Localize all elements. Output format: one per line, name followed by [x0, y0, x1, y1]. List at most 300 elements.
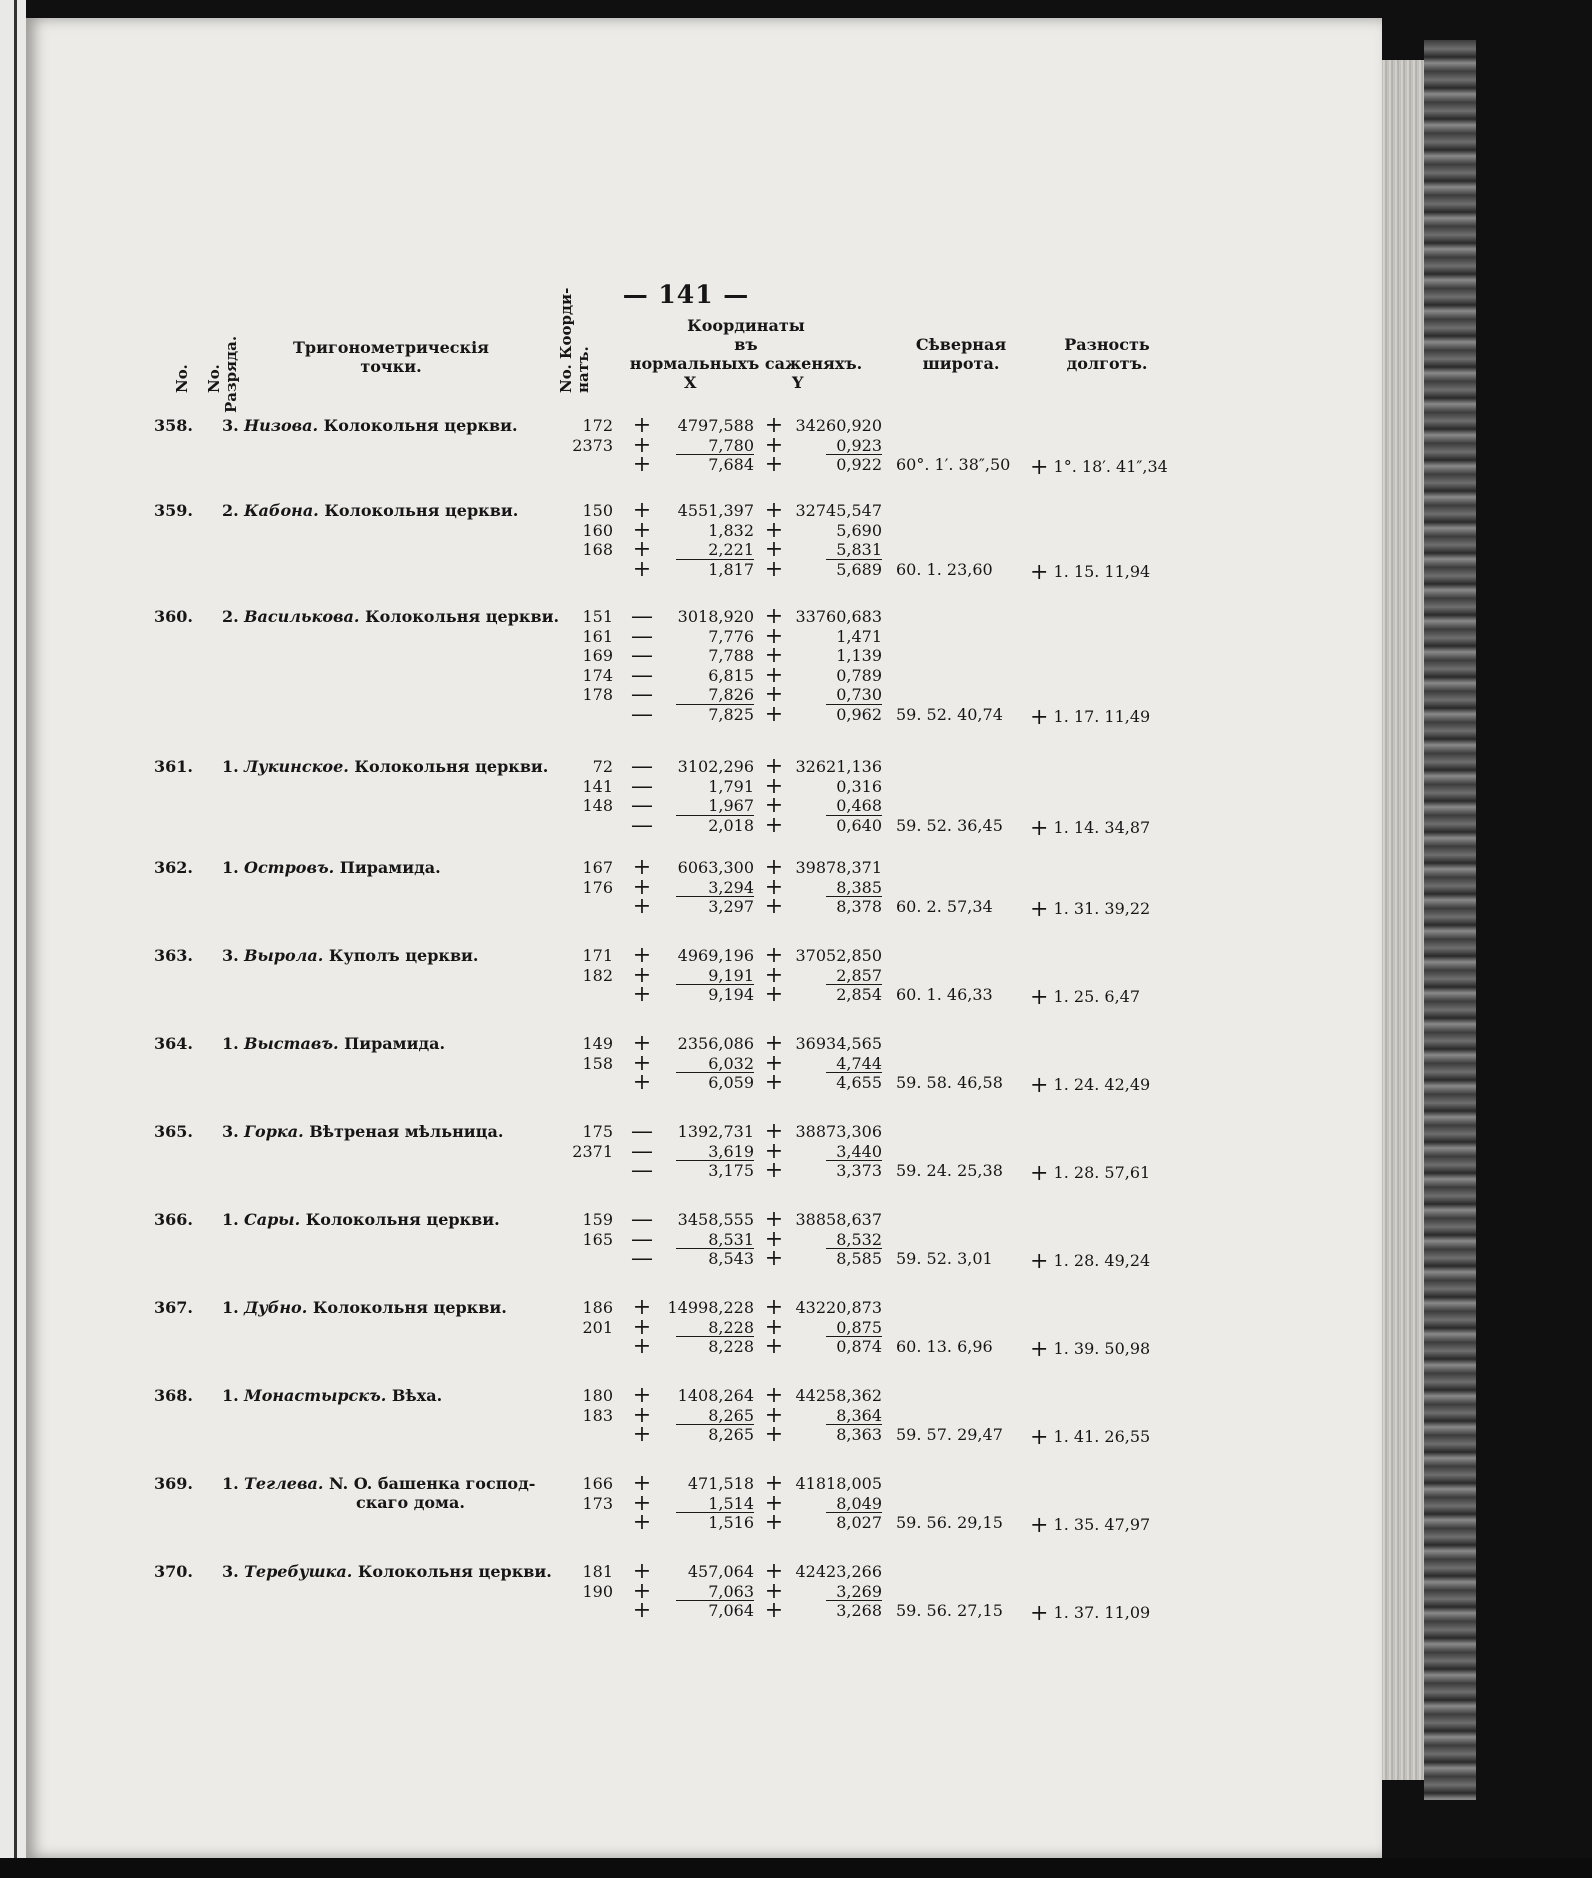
x-sign: + [632, 894, 652, 919]
table-row [26, 1383, 1382, 1466]
entry-longitude [1030, 1249, 1170, 1274]
x-value: 3018,920 [677, 607, 754, 626]
entry-latitude: 59. 52. 40,74 [896, 704, 1003, 724]
entry-x-signs [630, 413, 654, 477]
entry-point-name [244, 1562, 564, 1600]
entry-y-values [788, 416, 882, 475]
entry-y-signs [762, 943, 786, 1007]
entry-y-signs [762, 498, 786, 582]
y-sign: + [764, 1471, 784, 1496]
coord-ref: 158 [582, 1053, 613, 1073]
entry-number: 358. [154, 416, 193, 435]
coord-ref [561, 985, 613, 1005]
entry-object-cont [244, 965, 356, 984]
x-sign: + [632, 413, 652, 438]
previous-page-edge [0, 0, 26, 1878]
x-value: 4551,397 [677, 501, 754, 520]
header-rank: Разряда. [222, 335, 240, 413]
entry-x-signs [630, 1559, 654, 1623]
y-sum-rule [826, 815, 882, 816]
entry-longitude [1030, 1161, 1170, 1186]
coord-ref: 182 [582, 965, 613, 985]
y-value: 0,922 [836, 455, 882, 474]
header-rank-a: No. [205, 364, 223, 393]
y-sign: + [764, 701, 784, 727]
y-sign: + [764, 556, 784, 582]
header-coords [616, 316, 876, 392]
coord-ref: 167 [582, 858, 613, 877]
entry-object-cont [244, 626, 356, 645]
x-value: 1,967 [708, 796, 754, 815]
y-value: 8,585 [836, 1249, 882, 1268]
entry-x-signs [630, 1295, 654, 1359]
x-value: 6,032 [708, 1053, 754, 1073]
x-sum-rule [676, 559, 754, 560]
x-sign: + [632, 517, 652, 543]
header-latitude [896, 335, 1026, 373]
x-sign: — [631, 682, 653, 707]
y-value: 44258,362 [795, 1386, 882, 1405]
entry-number: 360. [154, 607, 193, 626]
longitude-sign: + [1030, 897, 1049, 922]
longitude-value: 1. 37. 11,09 [1053, 1603, 1151, 1622]
entry-object-cont [244, 1405, 356, 1424]
scan-bottom-band [0, 1858, 1592, 1878]
longitude-value: 1. 14. 34,87 [1053, 817, 1151, 837]
longitude-value: 1. 28. 57,61 [1053, 1163, 1151, 1182]
y-sign: + [764, 604, 784, 629]
coord-ref: 149 [582, 1034, 613, 1053]
entry-x-signs [630, 1031, 654, 1095]
entry-x-values [658, 1122, 754, 1181]
y-value: 8,364 [836, 1405, 882, 1425]
entry-coord-refs [561, 1298, 613, 1357]
entry-longitude [1030, 1513, 1170, 1538]
y-value: 2,857 [836, 965, 882, 985]
entry-x-values [658, 1298, 754, 1357]
y-sign: + [764, 1559, 784, 1584]
x-sign: + [632, 874, 652, 900]
entry-y-values [788, 1210, 882, 1269]
entry-x-signs [630, 1119, 654, 1183]
entry-x-values [658, 1386, 754, 1445]
x-sign: — [631, 754, 653, 779]
coord-ref [561, 560, 613, 580]
entry-x-signs [630, 1383, 654, 1447]
entry-y-signs [762, 604, 786, 727]
y-sign: + [764, 682, 784, 707]
x-sign: + [632, 982, 652, 1007]
coord-ref: 151 [582, 607, 613, 626]
entry-number: 368. [154, 1386, 193, 1405]
x-sign: + [632, 1559, 652, 1584]
x-value: 1,516 [708, 1513, 754, 1532]
coord-ref [561, 705, 613, 725]
entry-y-signs [762, 855, 786, 919]
x-value: 6,059 [708, 1073, 754, 1092]
entry-place: Теребушка. [244, 1562, 353, 1581]
entry-latitude: 59. 57. 29,47 [896, 1425, 1003, 1444]
x-sign: — [631, 812, 653, 838]
table-row [26, 1119, 1382, 1202]
entry-y-signs [762, 1471, 786, 1535]
entry-point-name [244, 1122, 564, 1160]
y-value: 32745,547 [795, 501, 882, 520]
table-row [26, 604, 1382, 730]
table-row [26, 1295, 1382, 1378]
table-row [26, 1031, 1382, 1114]
x-value: 1,817 [708, 559, 754, 579]
entry-object: Куполъ церкви. [328, 946, 479, 965]
y-value: 4,744 [836, 1053, 882, 1073]
longitude-value: 1. 28. 49,24 [1053, 1251, 1151, 1270]
x-value: 7,064 [708, 1601, 754, 1620]
y-sign: + [764, 498, 784, 523]
x-value: 2356,086 [677, 1034, 754, 1053]
coord-ref: 181 [582, 1562, 613, 1581]
entry-object-cont [244, 1581, 356, 1600]
header-points [276, 338, 506, 376]
entry-object: N. O. башенка господ- [329, 1474, 536, 1493]
header-latitude-line2: широта. [922, 354, 1000, 373]
coord-ref [561, 455, 613, 475]
entry-longitude [1030, 1337, 1170, 1362]
coord-ref: 2371 [572, 1141, 613, 1161]
longitude-value: 1. 24. 42,49 [1053, 1075, 1151, 1094]
longitude-sign: + [1030, 455, 1049, 480]
y-value: 8,049 [836, 1493, 882, 1513]
y-sign: + [764, 1207, 784, 1232]
entry-place: Кабона. [244, 501, 319, 520]
y-value: 3,373 [836, 1161, 882, 1180]
y-value: 42423,266 [795, 1562, 882, 1581]
entry-object: Колокольня церкви. [323, 416, 518, 435]
entry-y-signs [762, 1031, 786, 1095]
entry-point-name [244, 501, 564, 539]
table-row [26, 754, 1382, 841]
x-sum-rule [676, 1160, 754, 1161]
y-value: 1,471 [836, 626, 882, 646]
coord-ref: 183 [582, 1405, 613, 1425]
entry-y-signs [762, 754, 786, 838]
x-sign: + [632, 855, 652, 880]
x-sign: + [632, 556, 652, 582]
x-value: 1408,264 [677, 1386, 754, 1405]
entry-rank: 1. [222, 1298, 239, 1317]
entry-object: Вѣтреная мѣльница. [309, 1122, 504, 1141]
y-value: 0,730 [836, 685, 882, 704]
entry-point-name [244, 1474, 564, 1512]
x-value: 1392,731 [677, 1122, 754, 1141]
longitude-value: 1. 35. 47,97 [1053, 1515, 1151, 1534]
entry-point-name [244, 416, 564, 454]
longitude-value: 1. 39. 50,98 [1053, 1339, 1151, 1358]
entry-place: Монастырскъ. [244, 1386, 387, 1405]
entry-object-cont [244, 1141, 356, 1160]
y-value: 41818,005 [795, 1474, 882, 1493]
entry-rank: 3. [222, 416, 239, 435]
longitude-sign: + [1030, 815, 1049, 841]
x-value: 7,684 [708, 455, 754, 474]
y-sign: + [764, 432, 784, 458]
y-sign: + [764, 982, 784, 1007]
x-sign: + [632, 962, 652, 988]
y-value: 3,440 [836, 1141, 882, 1161]
x-sign: — [631, 643, 653, 668]
header-longitude [1042, 335, 1172, 373]
entry-longitude [1030, 705, 1170, 730]
entry-number: 370. [154, 1562, 193, 1581]
y-sign: + [764, 855, 784, 880]
table-row [26, 1471, 1382, 1554]
entry-x-values [658, 757, 754, 835]
entry-latitude: 59. 58. 46,58 [896, 1073, 1003, 1092]
entry-rank: 2. [222, 501, 239, 520]
y-sign: + [764, 1226, 784, 1252]
entry-y-signs [762, 1383, 786, 1447]
longitude-sign: + [1030, 1249, 1049, 1274]
entry-number: 362. [154, 858, 193, 877]
y-sign: + [764, 1295, 784, 1320]
longitude-sign: + [1030, 1073, 1049, 1098]
entry-x-values [658, 501, 754, 579]
y-value: 5,831 [836, 540, 882, 559]
coord-ref: 161 [582, 626, 613, 646]
entry-point-name [244, 1386, 564, 1424]
y-sign: + [764, 773, 784, 799]
longitude-sign: + [1030, 704, 1049, 730]
y-sign: + [764, 1050, 784, 1076]
y-value: 33760,683 [795, 607, 882, 626]
coord-ref: 190 [582, 1581, 613, 1601]
coord-ref: 150 [582, 501, 613, 520]
entry-object-cont [244, 520, 356, 539]
entry-rank: 1. [222, 1386, 239, 1405]
entry-object: Колокольня церкви. [305, 1210, 500, 1229]
entry-object-cont [244, 435, 356, 454]
x-sign: — [631, 1138, 653, 1164]
y-value: 0,640 [836, 815, 882, 835]
x-value: 1,791 [708, 776, 754, 796]
header-coords-line3: нормальныхъ саженяхъ. [629, 354, 863, 373]
y-value: 0,874 [836, 1337, 882, 1356]
x-value: 3,297 [708, 897, 754, 916]
entry-point-name [244, 946, 564, 984]
coord-ref: 174 [582, 665, 613, 685]
entry-place: Вырола. [244, 946, 324, 965]
y-sign: + [764, 1314, 784, 1340]
entry-x-values [658, 1562, 754, 1621]
x-sign: + [632, 1402, 652, 1428]
entry-y-values [788, 1474, 882, 1533]
table-row [26, 1559, 1382, 1642]
y-sign: + [764, 413, 784, 438]
x-sum-rule [676, 815, 754, 816]
coord-ref [561, 1425, 613, 1445]
coord-ref: 2373 [572, 435, 613, 455]
entry-object: Колокольня церкви. [312, 1298, 507, 1317]
entry-x-values [658, 946, 754, 1005]
entry-longitude [1030, 816, 1170, 841]
entry-y-values [788, 946, 882, 1005]
y-value: 36934,565 [795, 1034, 882, 1053]
entry-x-values [658, 416, 754, 475]
header-coord-no: No. Коорди- [557, 287, 575, 393]
coord-ref: 165 [582, 1229, 613, 1249]
y-sign: + [764, 754, 784, 779]
x-sign: — [631, 604, 653, 629]
entry-latitude: 59. 52. 36,45 [896, 815, 1003, 835]
header-latitude-line1: Сѣверная [915, 335, 1007, 354]
coord-ref: 160 [582, 520, 613, 540]
coord-ref: 180 [582, 1386, 613, 1405]
y-value: 38873,306 [795, 1122, 882, 1141]
longitude-sign: + [1030, 1601, 1049, 1626]
y-value: 1,139 [836, 646, 882, 665]
x-value: 3458,555 [677, 1210, 754, 1229]
y-value: 8,027 [836, 1513, 882, 1532]
entry-y-values [788, 757, 882, 835]
x-value: 9,191 [708, 965, 754, 985]
entry-number: 366. [154, 1210, 193, 1229]
entry-longitude [1030, 1073, 1170, 1098]
y-sign: + [764, 623, 784, 649]
y-value: 4,655 [836, 1073, 882, 1092]
x-value: 7,788 [708, 646, 754, 665]
x-sum-rule [676, 1336, 754, 1337]
x-sign: + [632, 1383, 652, 1408]
x-value: 471,518 [687, 1474, 754, 1493]
entry-number: 364. [154, 1034, 193, 1053]
y-value: 0,875 [836, 1317, 882, 1337]
y-value: 37052,850 [795, 946, 882, 965]
entry-coord-refs [561, 858, 613, 917]
x-value: 7,776 [708, 626, 754, 646]
entry-y-signs [762, 1207, 786, 1271]
entry-rank: 1. [222, 1210, 239, 1229]
y-value: 0,962 [836, 704, 882, 724]
y-sign: + [764, 1070, 784, 1095]
y-sign: + [764, 943, 784, 968]
y-sign: + [764, 1510, 784, 1535]
x-sign: + [632, 1510, 652, 1535]
table-row [26, 1207, 1382, 1290]
entry-number: 361. [154, 757, 193, 776]
header-points-line2: точки. [360, 357, 422, 376]
longitude-value: 1. 31. 39,22 [1053, 899, 1151, 918]
entry-x-values [658, 1034, 754, 1093]
x-value: 8,265 [708, 1425, 754, 1444]
entry-y-values [788, 501, 882, 579]
y-value: 3,269 [836, 1581, 882, 1601]
x-value: 4969,196 [677, 946, 754, 965]
longitude-sign: + [1030, 1513, 1049, 1538]
entry-object: Колокольня церкви. [354, 757, 549, 776]
y-sign: + [764, 1334, 784, 1359]
x-value: 1,514 [708, 1493, 754, 1513]
entry-y-signs [762, 1559, 786, 1623]
y-sign: + [764, 1158, 784, 1183]
coord-ref: 176 [582, 877, 613, 897]
x-sign: + [632, 452, 652, 477]
entry-y-signs [762, 413, 786, 477]
longitude-value: 1. 41. 26,55 [1053, 1427, 1151, 1446]
longitude-value: 1. 25. 6,47 [1053, 987, 1141, 1006]
entry-place: Островъ. [244, 858, 335, 877]
entry-object: Колокольня церкви. [357, 1562, 552, 1581]
y-sign: + [764, 1402, 784, 1428]
entry-place: Лукинское. [244, 757, 349, 776]
x-sign: — [631, 662, 653, 688]
longitude-sign: + [1030, 559, 1049, 585]
header-longitude-line2: долготъ. [1066, 354, 1148, 373]
page-block-edge [1382, 60, 1424, 1780]
y-value: 0,316 [836, 776, 882, 796]
coord-ref: 166 [582, 1474, 613, 1493]
entry-object-cont: скаго дома. [356, 1493, 465, 1512]
x-sign: — [631, 1119, 653, 1144]
y-sum-rule [826, 454, 882, 455]
x-value: 8,228 [708, 1317, 754, 1337]
coord-ref: 201 [582, 1317, 613, 1337]
entry-x-signs [630, 943, 654, 1007]
entry-place: Горка. [244, 1122, 304, 1141]
entry-longitude [1030, 985, 1170, 1010]
coord-ref [561, 1601, 613, 1621]
y-sum-rule [826, 704, 882, 705]
x-sum-rule [676, 1600, 754, 1601]
x-value: 8,531 [708, 1229, 754, 1249]
y-sign: + [764, 1383, 784, 1408]
x-sign: — [631, 1158, 653, 1183]
entry-coord-refs [561, 757, 613, 835]
y-sign: + [764, 1119, 784, 1144]
entry-y-values [788, 1034, 882, 1093]
entry-object: Вѣха. [391, 1386, 443, 1405]
longitude-value: 1. 15. 11,94 [1053, 561, 1151, 581]
entry-longitude [1030, 455, 1170, 480]
book-page [26, 18, 1382, 1858]
entry-coord-refs [561, 1122, 613, 1181]
coord-ref [561, 1513, 613, 1533]
header-no: No. [173, 364, 191, 393]
y-value: 8,363 [836, 1425, 882, 1444]
entry-place: Выставъ. [244, 1034, 339, 1053]
entry-latitude: 60. 1. 46,33 [896, 985, 993, 1004]
header-longitude-line1: Разность [1064, 335, 1150, 354]
entry-point-name [244, 1298, 564, 1336]
y-value: 0,789 [836, 665, 882, 685]
x-value: 9,194 [708, 985, 754, 1004]
y-value: 34260,920 [795, 416, 882, 435]
entry-rank: 3. [222, 946, 239, 965]
entry-longitude [1030, 1425, 1170, 1450]
x-sign: — [631, 1226, 653, 1252]
coord-ref: 172 [582, 416, 613, 435]
y-sign: + [764, 874, 784, 900]
entry-rank: 3. [222, 1122, 239, 1141]
x-value: 457,064 [687, 1562, 754, 1581]
entry-x-signs [630, 604, 654, 727]
x-value: 6063,300 [677, 858, 754, 877]
y-sign: + [764, 1031, 784, 1056]
entry-point-name [244, 1034, 564, 1072]
entry-object: Колокольня церкви. [324, 501, 519, 520]
header-coord-no2: натъ. [574, 346, 592, 393]
book-cover-edge [1424, 40, 1476, 1800]
y-sum-rule [826, 1072, 882, 1073]
y-value: 2,854 [836, 985, 882, 1004]
